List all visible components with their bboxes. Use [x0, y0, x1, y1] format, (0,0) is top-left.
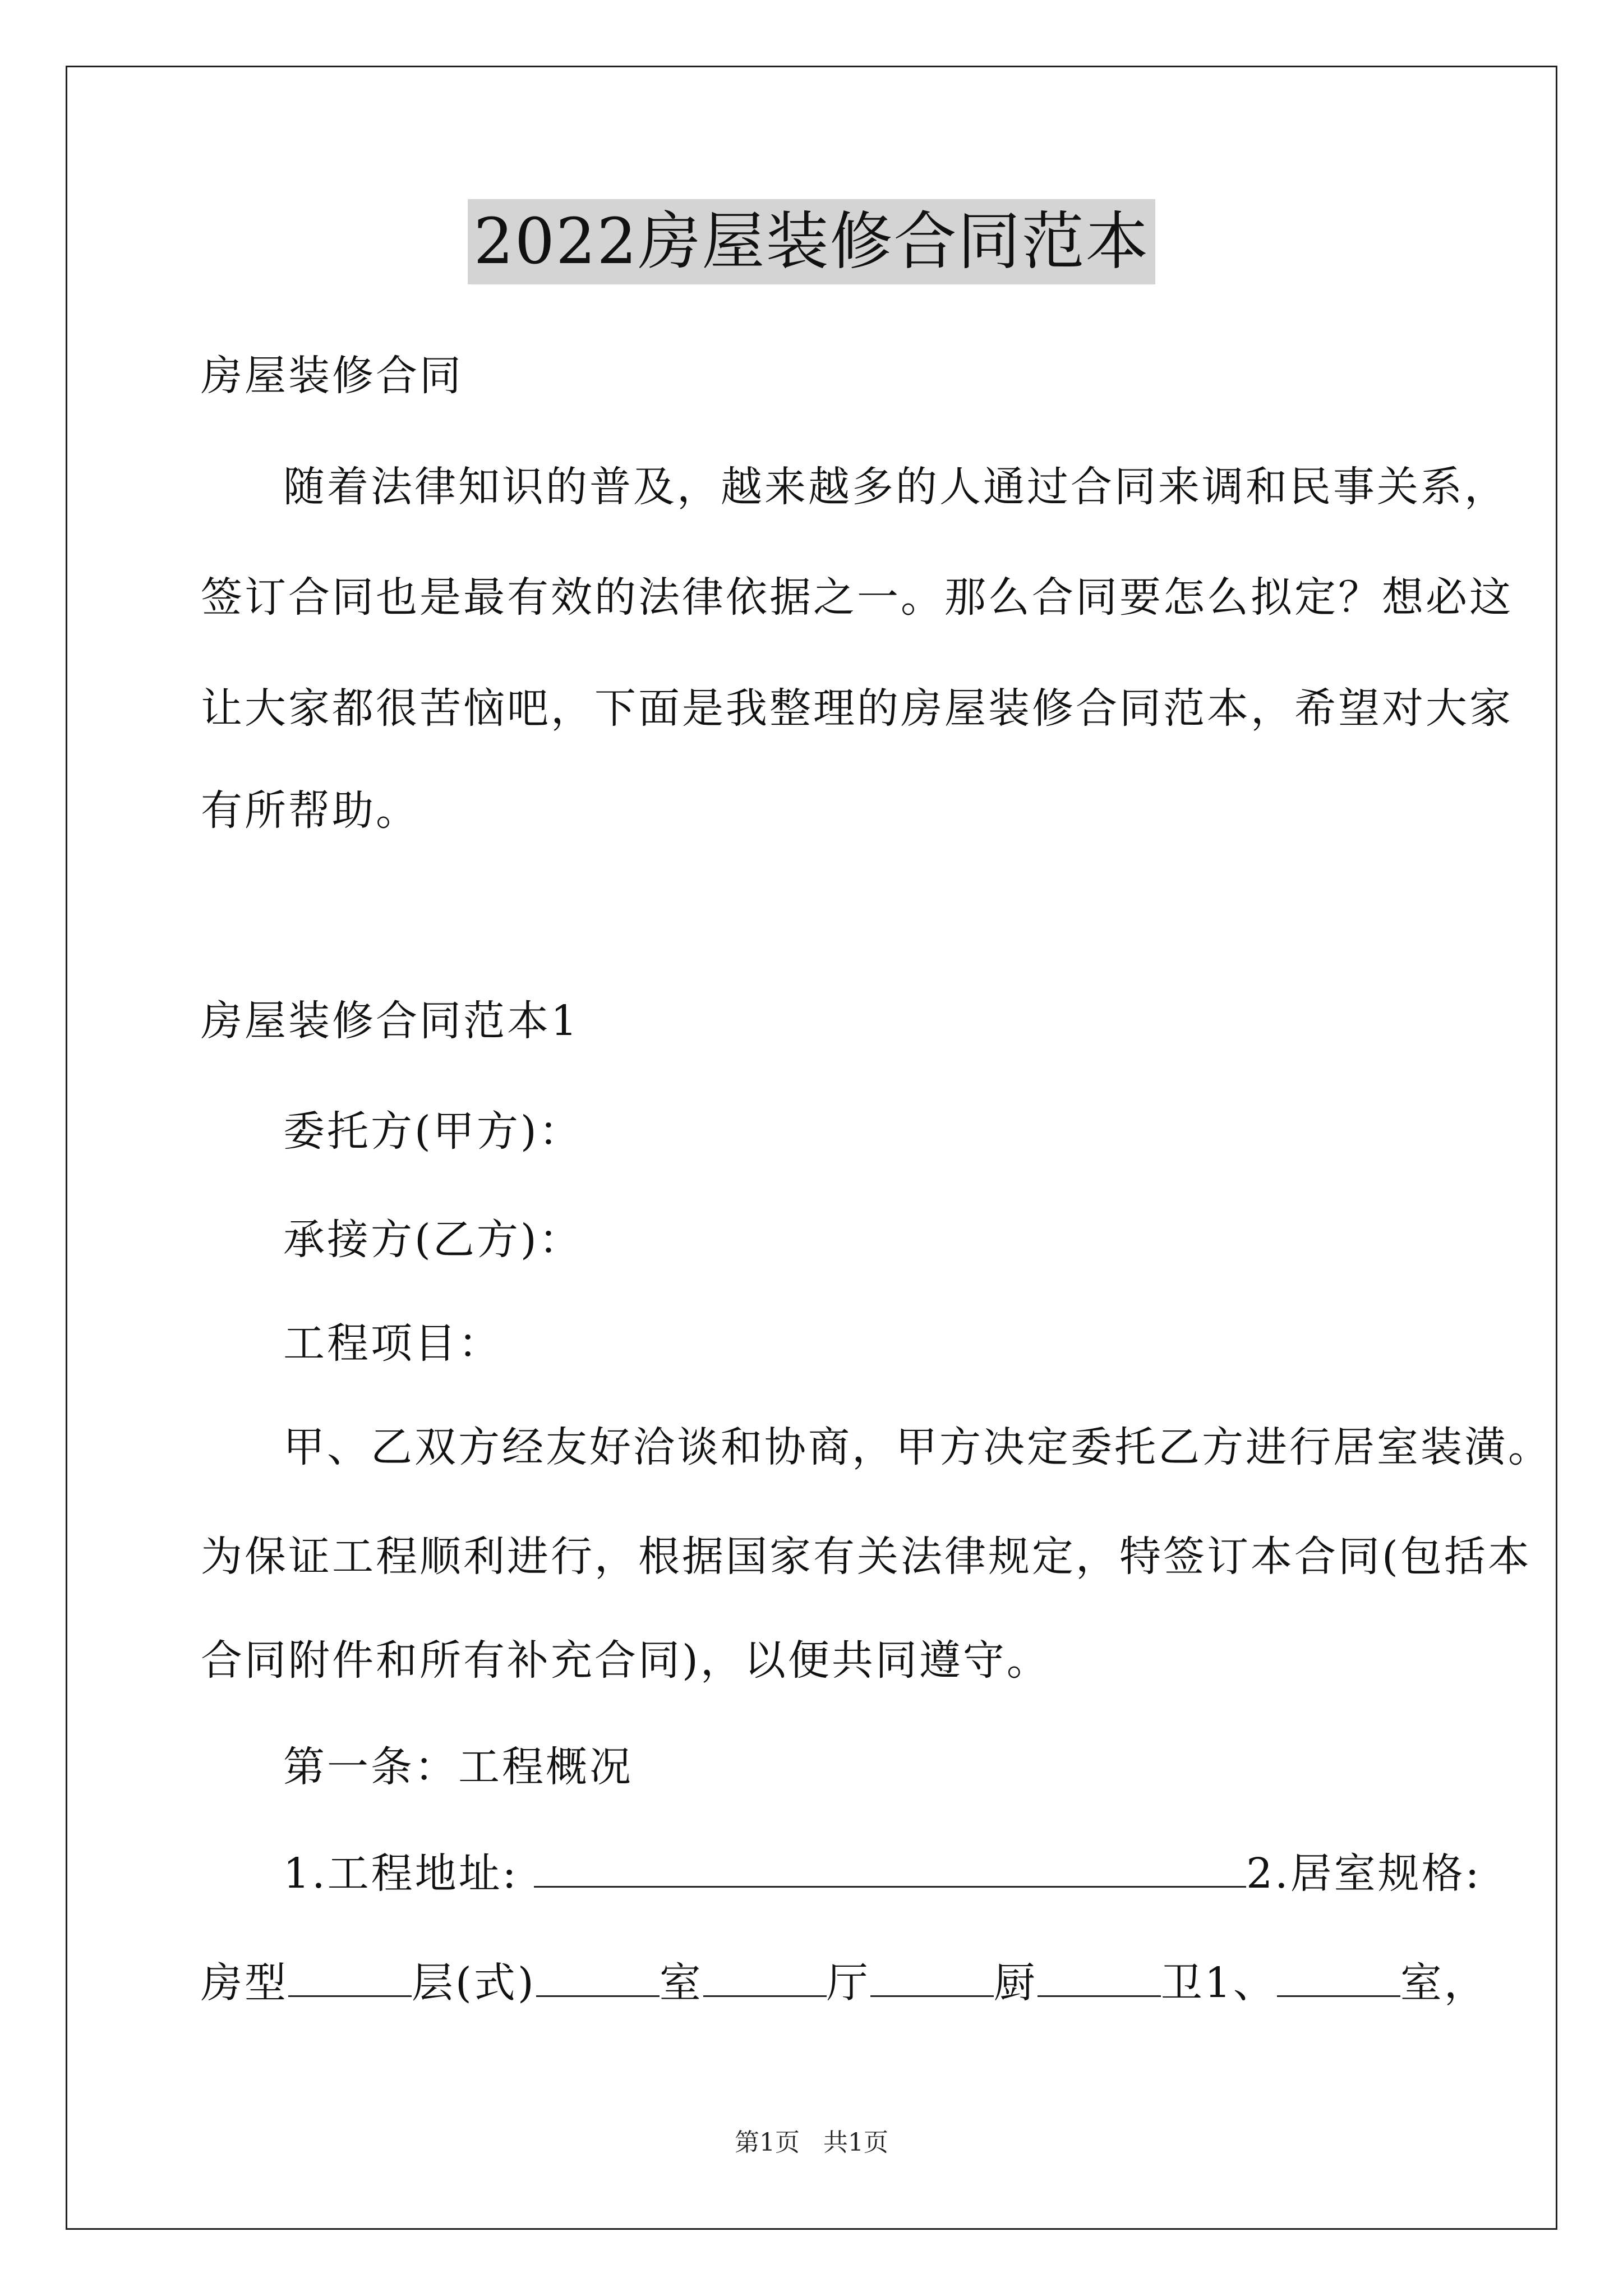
room-end-label: 室，	[1400, 1959, 1488, 2007]
document-title: 2022房屋装修合同范本	[468, 199, 1155, 284]
heading-sample-1: 房屋装修合同范本1	[201, 997, 580, 1045]
address-label: 1.工程地址:	[283, 1849, 519, 1898]
article-1-heading: 第一条：工程概况	[283, 1743, 633, 1791]
heading-contract: 房屋装修合同	[201, 352, 463, 400]
body-line-1: 甲、乙双方经友好洽谈和协商，甲方决定委托乙方进行居室装潢。	[283, 1423, 1552, 1471]
page-current: 第1页	[735, 2128, 800, 2157]
title-container	[0, 199, 1623, 284]
party-b-label: 承接方(乙方)：	[283, 1216, 583, 1264]
intro-line-3: 让大家都很苦恼吧，下面是我整理的房屋装修合同范本，希望对大家	[201, 684, 1513, 733]
bath-label: 卫1、	[1160, 1959, 1277, 2007]
party-a-label: 委托方(甲方)：	[283, 1107, 583, 1156]
hall-blank	[870, 1956, 994, 1997]
body-line-2: 为保证工程顺利进行，根据国家有关法律规定，特签订本合同(包括本	[201, 1533, 1532, 1581]
hall-label: 厅	[826, 1959, 870, 2007]
kitchen-label: 厨	[993, 1959, 1038, 2007]
intro-line-4: 有所帮助。	[201, 786, 419, 835]
page-total: 共1页	[823, 2128, 888, 2157]
floor-blank	[536, 1956, 660, 1997]
address-blank	[534, 1847, 1246, 1888]
project-label: 工程项目：	[283, 1319, 502, 1368]
spec-label: 2.居室规格:	[1246, 1849, 1482, 1898]
address-row	[283, 1846, 1482, 1902]
intro-line-1: 随着法律知识的普及，越来越多的人通过合同来调和民事关系，	[283, 463, 1508, 511]
extra-room-blank	[1277, 1956, 1400, 1997]
page-footer	[0, 2126, 1623, 2160]
house-type-blank	[288, 1956, 412, 1997]
room-blank	[703, 1956, 827, 1997]
room-spec-row	[201, 1955, 1488, 2011]
kitchen-blank	[1038, 1956, 1161, 1997]
room-label: 室	[659, 1959, 703, 2007]
intro-line-2: 签订合同也是最有效的法律依据之一。那么合同要怎么拟定？想必这	[201, 573, 1513, 622]
body-line-3: 合同附件和所有补充合同)，以便共同遵守。	[201, 1636, 1050, 1685]
house-type-label: 房型	[201, 1959, 288, 2007]
floor-label: 层(式)	[412, 1959, 536, 2007]
